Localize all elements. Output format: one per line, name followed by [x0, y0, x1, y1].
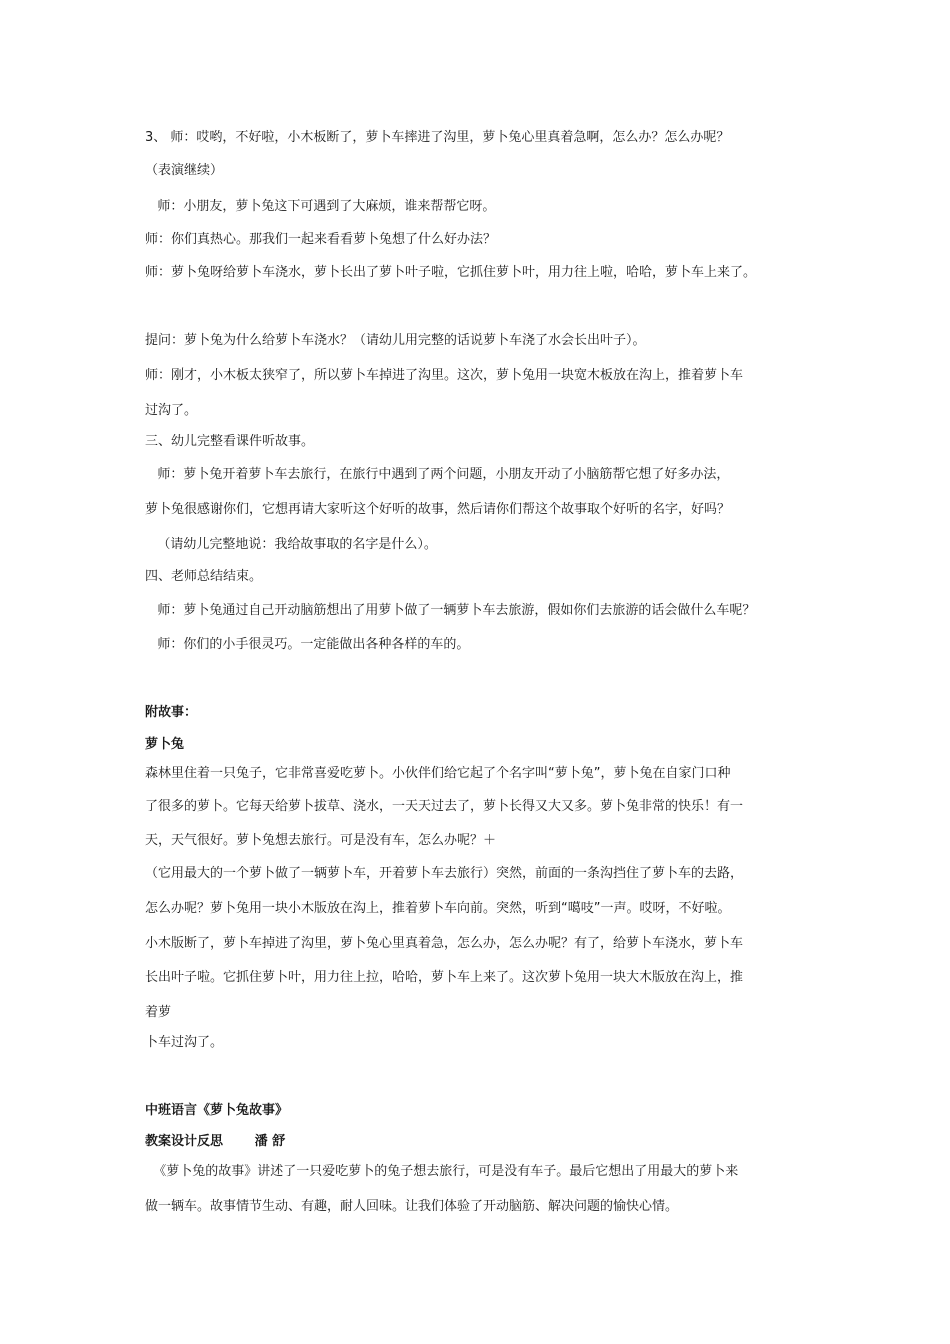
- reflection-subtitle: 教案设计反思 潘 舒: [145, 1134, 286, 1149]
- reflection-line: 《萝卜兔的故事》讲述了一只爱吃萝卜的兔子想去旅行，可是没有车子。最后它想出了用最大的萝卜来: [145, 1164, 739, 1179]
- reflection-line: 做一辆车。故事情节生动、有趣，耐人回味。让我们体验了开动脑筋、解决问题的愉快心情。: [145, 1199, 679, 1214]
- story-line: 小木版断了，萝卜车掉进了沟里，萝卜兔心里真着急，怎么办，怎么办呢？有了，给萝卜车浇水，萝卜车: [145, 936, 744, 951]
- appendix-heading: 附故事：: [145, 705, 198, 720]
- story-line: （它用最大的一个萝卜做了一辆萝卜车，开着萝卜车去旅行）突然，前面的一条沟挡住了萝卜车的去路，: [145, 866, 744, 881]
- story-line: 着萝: [145, 1005, 172, 1020]
- story-line: 怎么办呢？萝卜兔用一块小木版放在沟上，推着萝卜车向前。突然，听到“噶吱”一声。哎呀，不好啦。: [145, 901, 731, 916]
- text-line: （请幼儿完整地说：我给故事取的名字是什么）。: [145, 537, 437, 552]
- text-line: 师：刚才，小木板太狭窄了，所以萝卜车掉进了沟里。这次，萝卜兔用一块宽木板放在沟上，推着萝卜车: [145, 368, 744, 383]
- section-heading: 四、老师总结结束。: [145, 569, 263, 584]
- story-line: 长出叶子啦。它抓住萝卜叶，用力往上拉，哈哈，萝卜车上来了。这次萝卜兔用一块大木版放在沟上，推: [145, 970, 744, 985]
- text-line: 师：萝卜兔开着萝卜车去旅行，在旅行中遇到了两个问题，小朋友开动了小脑筋帮它想了好多办法，: [145, 467, 730, 482]
- story-line: 了很多的萝卜。它每天给萝卜拔草、浇水，一天天过去了，萝卜长得又大又多。萝卜兔非常的快乐！有一: [145, 799, 744, 814]
- reflection-title: 中班语言《萝卜兔故事》: [145, 1103, 289, 1118]
- text-line: 师：萝卜兔呀给萝卜车浇水，萝卜长出了萝卜叶子啦，它抓住萝卜叶，用力往上啦，哈哈，萝卜车上来了。: [145, 265, 757, 280]
- section-heading: 三、幼儿完整看课件听故事。: [145, 434, 315, 449]
- story-title: 萝卜兔: [145, 737, 185, 752]
- text-line: 师：萝卜兔通过自己开动脑筋想出了用萝卜做了一辆萝卜车去旅游，假如你们去旅游的话会做什么车呢？: [145, 603, 756, 618]
- text-line: 提问：萝卜兔为什么给萝卜车浇水？（请幼儿用完整的话说萝卜车浇了水会长出叶子）。: [145, 333, 646, 348]
- text-line: （表演继续）: [145, 163, 224, 178]
- text-line: 师：你们的小手很灵巧。一定能做出各种各样的车的。: [145, 637, 470, 652]
- text-line: 过沟了。: [145, 403, 198, 418]
- story-line: 天，天气很好。萝卜兔想去旅行。可是没有车，怎么办呢？＋: [145, 833, 497, 848]
- text-line: 师：你们真热心。那我们一起来看看萝卜兔想了什么好办法？: [145, 232, 497, 247]
- text-line: 师：小朋友，萝卜兔这下可遇到了大麻烦，谁来帮帮它呀。: [145, 199, 496, 214]
- text-line: 3、 师：哎哟，不好啦，小木板断了，萝卜车摔进了沟里，萝卜兔心里真着急啊，怎么办？怎么办呢？: [145, 130, 730, 145]
- text-line: 萝卜兔很感谢你们，它想再请大家听这个好听的故事，然后请你们帮这个故事取个好听的名字，好吗？: [145, 502, 731, 517]
- story-line: 卜车过沟了。: [145, 1035, 224, 1050]
- story-line: 森林里住着一只兔子，它非常喜爱吃萝卜。小伙伴们给它起了个名字叫“萝卜兔”，萝卜兔在自家门口种: [145, 766, 731, 781]
